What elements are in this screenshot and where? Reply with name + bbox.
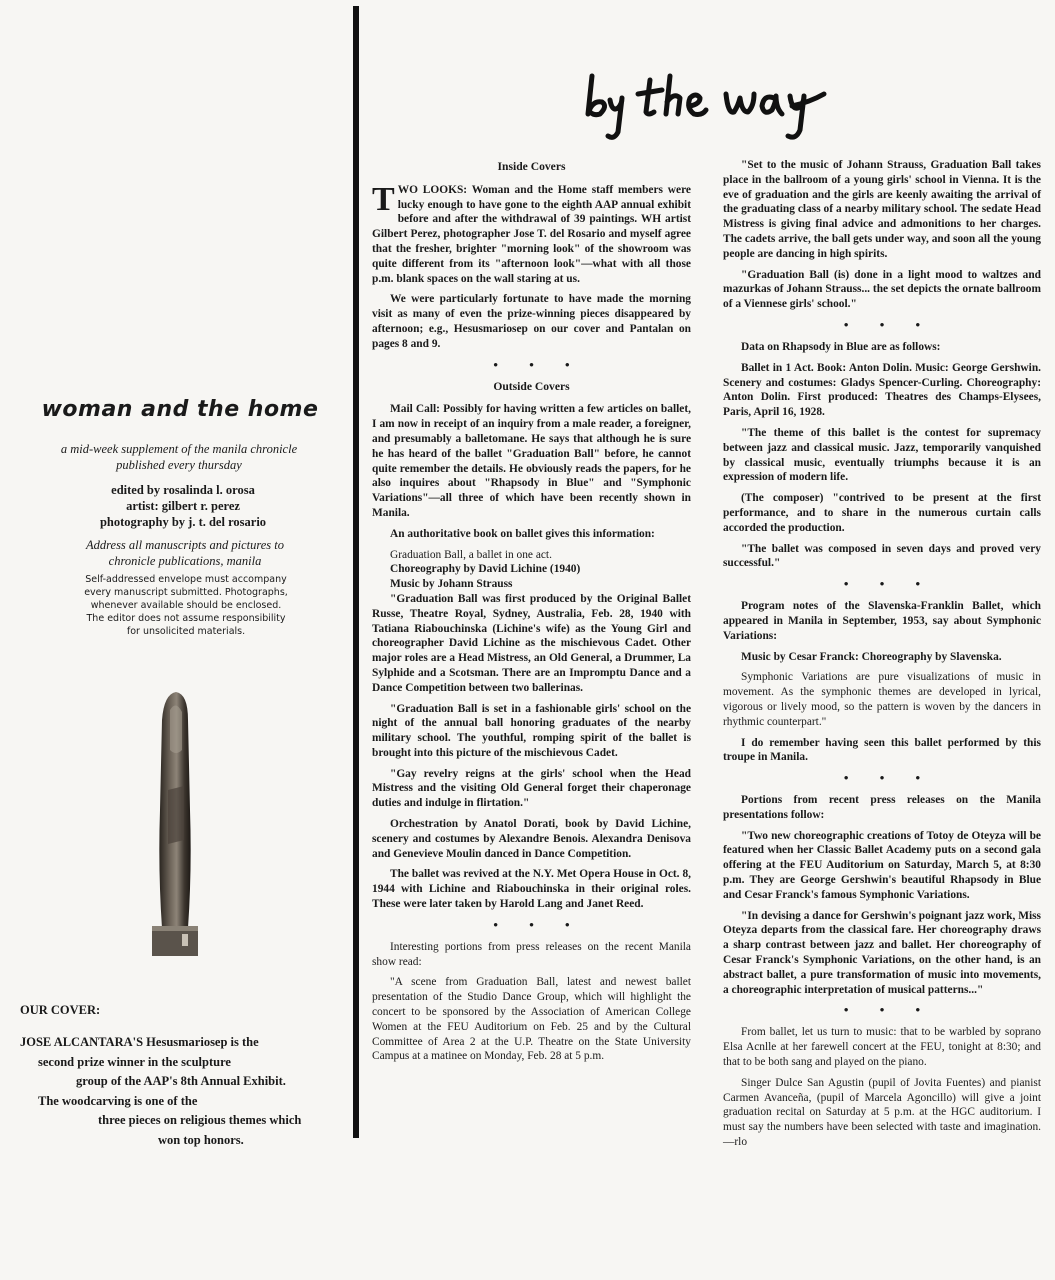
article-paragraph: "Graduation Ball (is) done in a light mood to waltzes and mazurkas of Johann Strauss... the set depicts the ornate ballroom of a Viennese girls' school." — [723, 268, 1041, 311]
drop-cap: T — [372, 180, 395, 218]
masthead-credits — [40, 482, 326, 530]
masthead-title: woman and the home — [41, 397, 319, 422]
article-paragraph: Mail Call: Possibly for having written a few articles on ballet, I am now in receipt of an inquiry from a male reader, a foreigner, and presumably a balletomane. He says that although he is sure he has heard of the ballet "Graduation Ball" before, he cannot quite remember the details. He obviously reads the papers, for he also inquires about "Rhapsody in Blue" and "Symphonic Variations"—all three of which have been recently shown in Manila. — [372, 403, 691, 519]
section-separator: • • • — [493, 356, 584, 372]
address-line: chronicle publications, manila — [108, 554, 262, 568]
inside-covers-heading: Inside Covers — [497, 160, 566, 173]
article-paragraph: I do remember having seen this ballet performed by this troupe in Manila. — [723, 736, 1041, 764]
article-paragraph: "The ballet was composed in seven days and proved very successful." — [723, 542, 1041, 570]
photography-credit: photography by j. t. del rosario — [99, 515, 267, 529]
ballet-fact-line: Music by Johann Strauss — [390, 578, 513, 591]
article-paragraph: (The composer) "contrived to be present at the first performance, and to share in the numerous curtain calls accorded the production. — [723, 492, 1041, 534]
by-the-way-heading — [578, 66, 838, 146]
disclaimer-line: whenever available should be enclosed. — [90, 600, 282, 611]
article-paragraph: "Two new choreographic creations of Totoy de Oteyza will be featured when her Classic Ballet Academy puts on a second gala offering at the FEU Auditorium on Saturday, March 5, at 8:30 p.m. They are George Gershwin's beautiful Rhapsody in Blue and Cesar Franck's famous Symphonic Variations. — [723, 829, 1041, 901]
disclaimer-line: every manuscript submitted. Photographs, — [84, 587, 288, 598]
article-paragraph: "A scene from Graduation Ball, latest and newest ballet presentation of the Studio Dance Group, which will highlight the concert to be sponsored by the Association of American College Women at the FEU Auditorium on Feb. 25 and by the Cultural Committee of Area 2 at the U.P. Theatre on the State University Campus at a matinee on Monday, Feb. 28 at 5 p.m. — [372, 976, 691, 1063]
article-paragraph: "Set to the music of Johann Strauss, Graduation Ball takes place in the ballroom of a young girls' school in Vienna. It is the eve of graduation and the girls are keenly awaiting the arrival of the graduating class of a nearby military school. The sedate Head Mistress is giving final advice and admonitions to her charges. The cadets arrive, the ball gets under way, and soon all the young people are dancing in high spirits. — [723, 159, 1041, 260]
disclaimer-line: for unsolicited materials. — [126, 626, 246, 637]
article-paragraph: "The theme of this ballet is the contest for supremacy between jazz and classical music. Jazz, temporarily vanquished by classical music, eventually triumphs because it is an expression of modern life. — [723, 426, 1041, 484]
masthead-subtitle — [20, 441, 338, 473]
article-paragraph: Portions from recent press releases on the Manila presentations follow: — [723, 794, 1041, 821]
section-separator: • • • — [843, 316, 935, 332]
article-paragraph: "Graduation Ball was first produced by the Original Ballet Russe, Theatre Royal, Sydney, Australia, Feb. 28, 1940 with Tatiana Riabouchinska (Lichine's wife) as the Young Girl and choreographer David Lichine as the mischievous Cadet. Other major roles are a Head Mistress, an Old General, a Drummer, La Sylphide and a Scotsman. There are an Impromptu Dance and a Dance Competition between two ballerinas. — [372, 592, 691, 694]
article-paragraph: Program notes of the Slavenska-Franklin Ballet, which appeared in Manila in September, 1953, say about Symphonic Variations: — [723, 600, 1041, 642]
article-paragraph: Orchestration by Anatol Dorati, book by David Lichine, scenery and costumes by Alexandre Benois. Alexandra Denisova and Genevieve Moulin danced in Dance Competition. — [372, 818, 691, 860]
woodcarving-sculpture-photo — [138, 690, 210, 958]
disclaimer-line: Self-addressed envelope must accompany — [85, 574, 287, 585]
article-paragraph: "Graduation Ball is set in a fashionable girls' school on the night of the annual ball honoring graduates of the nearby military school. The youthful, romping spirit of the ballet is brought into this picture of the mischievous Cadet. — [372, 702, 691, 759]
article-paragraph: We were particularly fortunate to have made the morning visit as many of even the prize-winning pieces disappeared by afternoon; e.g., Hesusmariosep on our cover and Pantalan on pages 8 and 9. — [372, 293, 691, 350]
address-line: Address all manuscripts and pictures to — [85, 538, 285, 552]
editor-disclaimer — [50, 573, 322, 638]
disclaimer-line: The editor does not assume responsibility — [86, 613, 286, 624]
article-paragraph: From ballet, let us turn to music: that to be warbled by soprano Elsa Acnlle at her farewell concert at the FEU, tonight at 8:30; and that to be both sang and played on the piano. — [723, 1026, 1041, 1069]
caption-line: won top honors. — [158, 1132, 244, 1147]
caption-line: JOSE ALCANTARA'S Hesusmariosep is the — [20, 1035, 259, 1049]
article-paragraph: "In devising a dance for Gershwin's poignant jazz work, Miss Oteyza departs from the classical fare. Her choreography draws a sharp contrast between jazz and ballet. Her choreography of Cesar Franck's Symphonic Variations, on the other hand, is an abstract ballet, a pure transformation of music into movements, a choreographic interpretation of musical patterns..." — [723, 909, 1041, 996]
article-paragraph: Interesting portions from press releases on the recent Manila show read: — [372, 940, 691, 968]
caption-line: group of the AAP's 8th Annual Exhibit. — [76, 1074, 286, 1088]
masthead-column — [0, 0, 352, 1280]
paragraph-text: WO LOOKS: Woman and the Home staff members were lucky enough to have gone to the eighth AAP annual exhibit before and after the withdrawal of 39 paintings. WH artist Gilbert Perez, photographer Jose T. del Rosario and myself agree that the fresher, brighter "morning look" of the showroom was quite different from its "afternoon look"—what with all those p.m. blank spaces on the wall staring at us. — [372, 183, 691, 285]
article-paragraph: "Gay revelry reigns at the girls' school when the Head Mistress and the visiting Old General forget their chaperonage duties and indulge in flirtation." — [372, 767, 691, 810]
section-separator: • • • — [493, 916, 584, 932]
ballet-fact-line: Graduation Ball, a ballet in one act. — [390, 548, 552, 561]
our-cover-caption — [20, 1033, 342, 1150]
subtitle-line: published every thursday — [116, 458, 242, 472]
article-column-2 — [723, 158, 1041, 1156]
article-paragraph: Ballet in 1 Act. Book: Anton Dolin. Music: George Gershwin. Scenery and costumes: Gladys Spencer-Curling. Choreography: Anton Dolin. First produced: Theatres des Champs-Elysees, Paris, April 16, 1928. — [723, 361, 1041, 419]
article-paragraph: The ballet was revived at the N.Y. Met Opera House in Oct. 8, 1944 with Lichine and Riabouchinska in their original roles. These were later taken by Harold Lang and Janet Reed. — [372, 868, 691, 911]
column-divider — [353, 6, 359, 1138]
caption-line: three pieces on religious themes which — [98, 1113, 302, 1127]
subtitle-line: a mid-week supplement of the manila chronicle — [60, 442, 298, 456]
section-separator: • • • — [843, 1002, 935, 1018]
article-paragraph — [372, 180, 691, 287]
article-paragraph: Data on Rhapsody in Blue are as follows: — [741, 340, 941, 353]
caption-line: second prize winner in the sculpture — [38, 1054, 231, 1069]
article-paragraph: An authoritative book on ballet gives this information: — [390, 527, 655, 540]
section-separator: • • • — [843, 770, 935, 786]
article-paragraph: Singer Dulce San Agustin (pupil of Jovita Fuentes) and pianist Carmen Avanceña, (pupil of Marcela Agoncillo) will give a joint graduation recital on Saturday at 5 p.m. at the HGC auditorium. I must say the numbers have been selected with taste and imagination.—rlo — [723, 1076, 1041, 1149]
article-paragraph: Symphonic Variations are pure visualizations of music in movement. As the symphonic themes are developed in lyrical, vigorous or lively mood, so the pattern is woven by the dancers in rhythmic counterpart." — [723, 671, 1041, 728]
section-separator: • • • — [843, 576, 935, 592]
ballet-fact-line: Choreography by David Lichine (1940) — [390, 563, 581, 576]
editor-credit: edited by rosalinda l. orosa — [111, 483, 255, 497]
artist-credit: artist: gilbert r. perez — [126, 499, 240, 513]
outside-covers-heading: Outside Covers — [493, 379, 570, 393]
article-column-1 — [372, 158, 691, 1070]
caption-line: The woodcarving is one of the — [38, 1093, 198, 1108]
article-paragraph: Music by Cesar Franck: Choreography by Slavenska. — [741, 650, 1002, 663]
our-cover-heading: OUR COVER: — [20, 1003, 101, 1017]
submission-address — [36, 537, 334, 569]
